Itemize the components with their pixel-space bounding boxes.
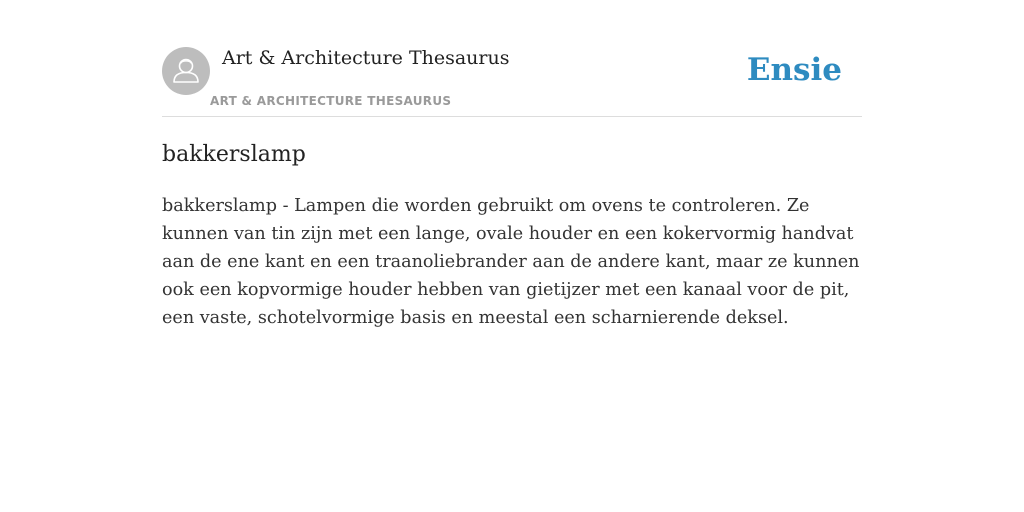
author-name[interactable]: Art & Architecture Thesaurus [222, 47, 510, 69]
author-header [162, 0, 862, 117]
author-category: ART & ARCHITECTURE THESAURUS [210, 94, 452, 108]
entry-title: bakkerslamp [162, 142, 306, 167]
entry-definition: bakkerslamp - Lampen die worden gebruikt om ovens te controleren. Ze kunnen van tin zijn met een lange, ovale houder en een kokervormig handvat aan de ene kant en een traanoliebrander aan de andere kant, maar ze kunnen ook een kopvormige houder hebben van gietijzer met een kanaal voor de pit, een vaste, schotelvormige basis en meestal een scharnierende deksel. [162, 196, 860, 328]
user-placeholder-icon [162, 47, 210, 95]
entry-card [162, 0, 862, 512]
author-avatar[interactable] [162, 47, 210, 95]
brand-logo[interactable]: Ensie [746, 52, 842, 88]
